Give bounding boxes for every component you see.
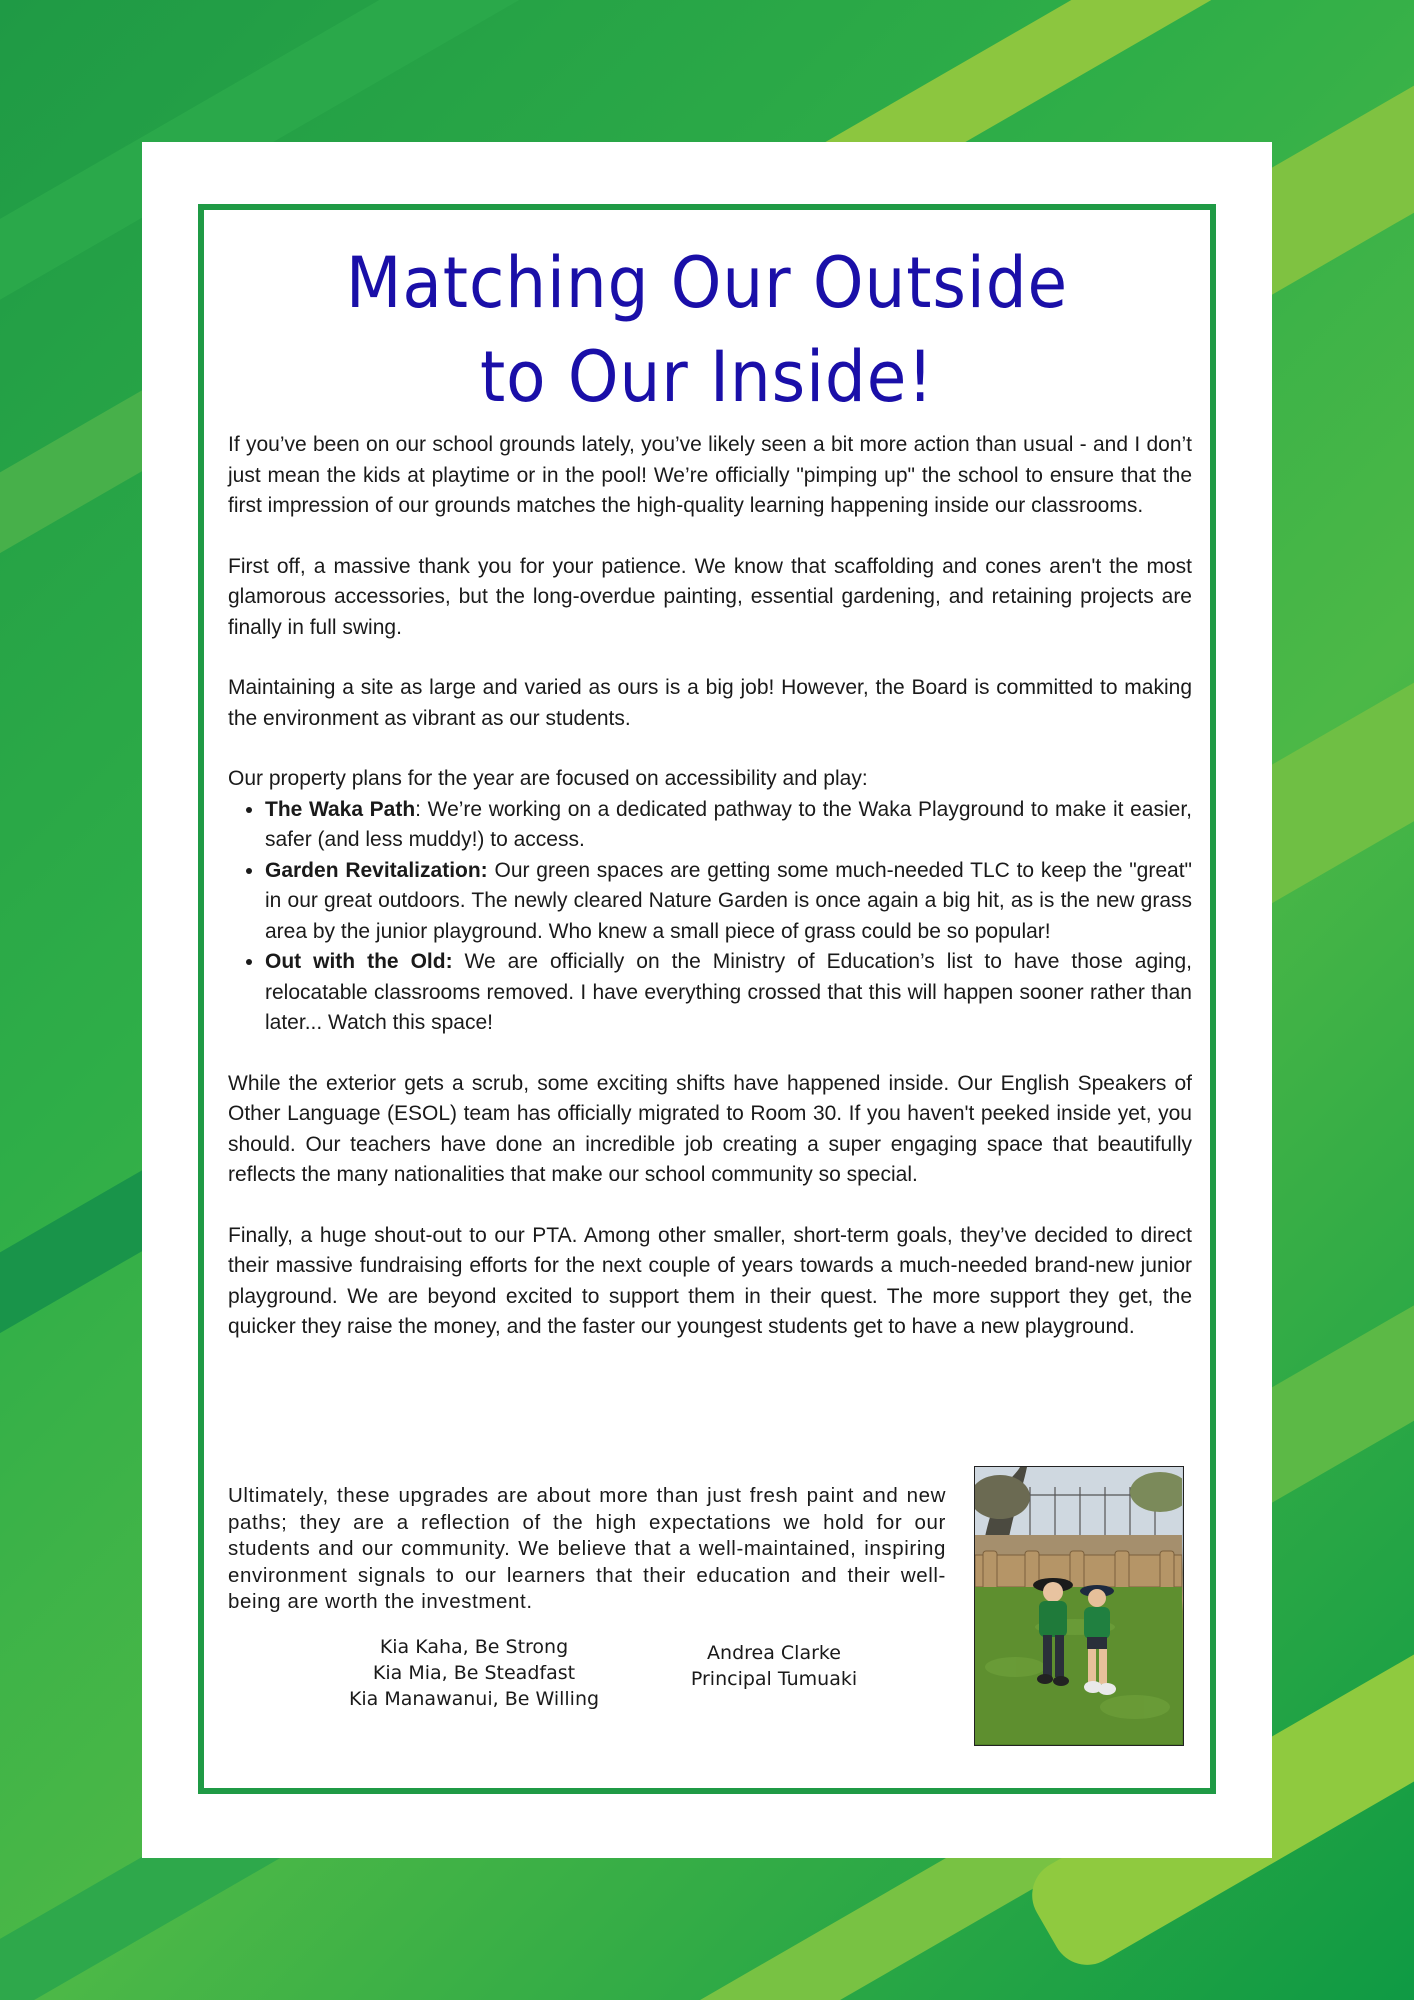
school-motto (344, 1634, 604, 1712)
title-line: Matching Our Outside (345, 242, 1069, 324)
article-body (228, 430, 1192, 1373)
page-title (244, 236, 1170, 424)
signature-block (654, 1640, 894, 1692)
plans-list (228, 795, 1192, 1039)
motto-line: Kia Kaha, Be Strong (379, 1636, 569, 1658)
intro-paragraph: If you’ve been on our school grounds lately, you’ve likely seen a bit more action than usual - and I don’t just mean the kids at playtime or in the pool! We’re officially "pimping up" the school to ensure that the first impression of our grounds matches the high-quality learning happening inside our classrooms. (228, 433, 1192, 517)
newsletter-card (142, 142, 1272, 1858)
esol-paragraph: While the exterior gets a scrub, some exciting shifts have happened inside. Our English Speakers of Other Language (ESOL) team has officially migrated to Room 30. If you haven't peeked inside yet, you should. Our teachers have done an incredible job creating a super engaging space that beautifully reflects the many nationalities that make our school community so special. (228, 1071, 1192, 1186)
motto-line: Kia Manawanui, Be Willing (348, 1688, 600, 1710)
signature-title: Principal Tumuaki (690, 1668, 858, 1690)
newsletter-frame (198, 204, 1216, 1794)
students-photo-illustration (975, 1467, 1182, 1744)
pta-paragraph: Finally, a huge shout-out to our PTA. Among other smaller, short-term goals, they’ve decided to direct their massive fundraising efforts for the next couple of years towards a much-needed brand-new junior playground. We are beyond excited to support them in their quest. The more support they get, the quicker they raise the money, and the faster our youngest students get to have a new playground. (228, 1223, 1192, 1338)
list-item (265, 856, 1192, 948)
plan-text: We are officially on the Ministry of Education’s list to have those aging, relocatable classrooms removed. I have everything crossed that this will happen sooner rather than later... Watch this space! (265, 950, 1192, 1034)
plan-heading: Out with the Old: (265, 950, 453, 973)
plan-heading: Garden Revitalization: (265, 858, 488, 882)
plan-text: : We’re working on a dedicated pathway to the Waka Playground to make it easier, safer (and less muddy!) to access. (265, 797, 1192, 851)
plans-intro: Our property plans for the year are focused on accessibility and play: (228, 767, 868, 790)
closing-paragraph: Ultimately, these upgrades are about more than just fresh paint and new paths; they are a reflection of the high expectations we hold for our students and our community. We believe that a well-maintained, inspiring environment signals to our learners that their education and their well-being are worth the investment. (228, 1484, 946, 1613)
signature-name: Andrea Clarke (707, 1642, 841, 1664)
list-item (265, 947, 1192, 1039)
students-photo (974, 1466, 1184, 1746)
plan-text: Our green spaces are getting some much-needed TLC to keep the "great" in our great outdoors. The newly cleared Nature Garden is once again a big hit, as is the new grass area by the junior playground. Who knew a small piece of grass could be so popular! (265, 858, 1192, 943)
thanks-paragraph: First off, a massive thank you for your patience. We know that scaffolding and cones aren't the most glamorous accessories, but the long-overdue painting, essential gardening, and retaining projects are finally in full swing. (228, 554, 1192, 639)
list-item (265, 795, 1192, 856)
motto-line: Kia Mia, Be Steadfast (372, 1662, 576, 1684)
plan-heading: The Waka Path (265, 797, 416, 821)
title-line: to Our Inside! (479, 336, 935, 418)
maintaining-paragraph: Maintaining a site as large and varied as ours is a big job! However, the Board is committed to making the environment as vibrant as our students. (228, 676, 1192, 730)
